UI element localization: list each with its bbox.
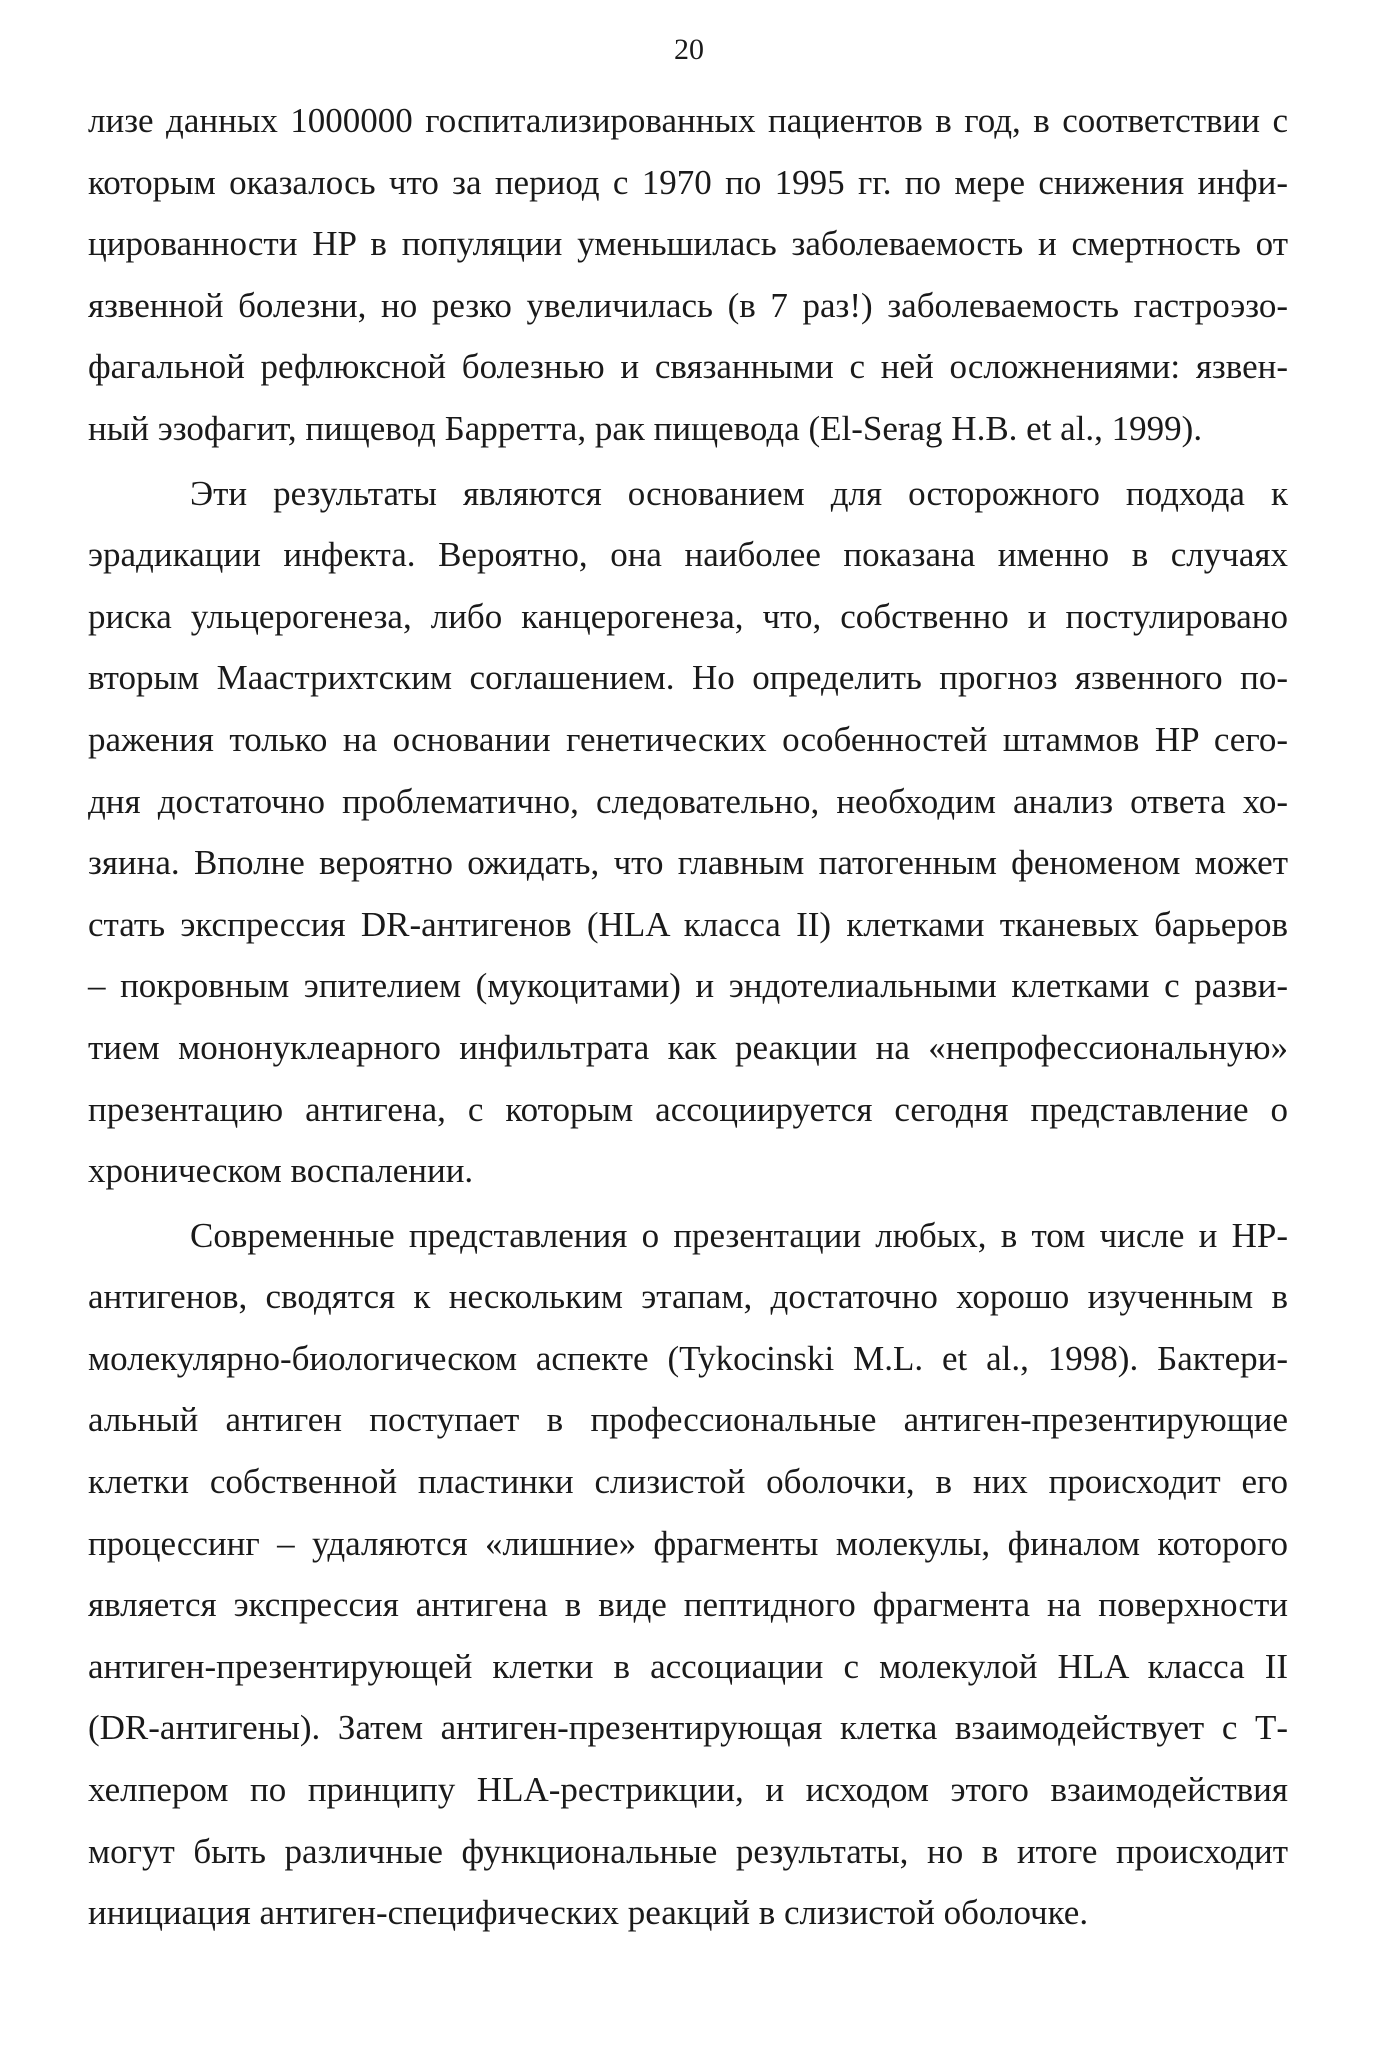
text-line: эрадикации инфекта. Вероятно, она наиболее показана именно в случаях xyxy=(88,535,1288,575)
text-line: риска ульцерогенеза, либо канцерогенеза, что, собственно и постулировано xyxy=(88,596,1288,636)
text-line: вторым Маастрихтским соглашением. Но определить прогноз язвенного по- xyxy=(88,658,1288,698)
text-line: могут быть различные функциональные результаты, но в итоге происходит xyxy=(88,1831,1288,1871)
text-line: дня достаточно проблематично, следовательно, необходим анализ ответа хо- xyxy=(88,781,1288,821)
text-line: процессинг – удаляются «лишние» фрагменты молекулы, финалом которого xyxy=(88,1523,1288,1563)
document-body xyxy=(88,90,1288,1944)
text-line: хроническом воспалении. xyxy=(88,1151,474,1191)
paragraph-2 xyxy=(88,463,1288,1202)
text-line: фагальной рефлюксной болезнью и связанными с ней осложнениями: язвен- xyxy=(88,347,1288,387)
page-number: 20 xyxy=(674,33,704,66)
paragraph-3 xyxy=(88,1205,1288,1944)
text-line: язвенной болезни, но резко увеличилась (в 7 раз!) заболеваемость гастроэзо- xyxy=(88,285,1288,325)
text-line: зяина. Вполне вероятно ожидать, что главным патогенным феноменом может xyxy=(88,843,1288,883)
text-line: лизе данных 1000000 госпитализированных пациентов в год, в соответствии с xyxy=(88,101,1288,140)
text-line: тием мононуклеарного инфильтрата как реакции на «непрофессиональную» xyxy=(88,1027,1288,1067)
text-line: (DR-антигены). Затем антиген-презентирующая клетка взаимодействует с Т- xyxy=(88,1708,1288,1748)
text-line: антигенов, сводятся к нескольким этапам, достаточно хорошо изученным в xyxy=(88,1277,1288,1317)
text-line: хелпером по принципу HLA-рестрикции, и исходом этого взаимодействия xyxy=(88,1770,1288,1810)
text-line: стать экспрессия DR-антигенов (HLA класса II) клетками тканевых барьеров xyxy=(88,904,1288,944)
text-line: является экспрессия антигена в виде пептидного фрагмента на поверхности xyxy=(88,1585,1288,1625)
text-line: антиген-презентирующей клетки в ассоциации с молекулой HLA класса II xyxy=(88,1646,1288,1686)
text-line: презентацию антигена, с которым ассоциируется сегодня представление о xyxy=(88,1089,1288,1129)
text-line: Эти результаты являются основанием для осторожного подхода к xyxy=(190,473,1288,513)
paragraph-1 xyxy=(88,90,1288,460)
text-line: инициация антиген-специфических реакций в слизистой оболочке. xyxy=(88,1893,1089,1933)
text-line: Современные представления о презентации любых, в том числе и HP- xyxy=(190,1215,1288,1255)
text-line: молекулярно-биологическом аспекте (Tykocinski M.L. et al., 1998). Бактери- xyxy=(88,1338,1288,1378)
text-line: ражения только на основании генетических особенностей штаммов HP сего- xyxy=(88,719,1288,759)
text-line: ный эзофагит, пищевод Барретта, рак пищевода (El-Serag H.B. et al., 1999). xyxy=(88,408,1203,448)
text-line: альный антиген поступает в профессиональные антиген-презентирующие xyxy=(88,1400,1288,1440)
text-line: – покровным эпителием (мукоцитами) и эндотелиальными клетками с разви- xyxy=(88,966,1288,1006)
text-line: клетки собственной пластинки слизистой оболочки, в них происходит его xyxy=(88,1462,1288,1502)
text-line: которым оказалось что за период с 1970 по 1995 гг. по мере снижения инфи- xyxy=(88,162,1288,202)
text-line: цированности HP в популяции уменьшилась заболеваемость и смертность от xyxy=(88,224,1288,264)
